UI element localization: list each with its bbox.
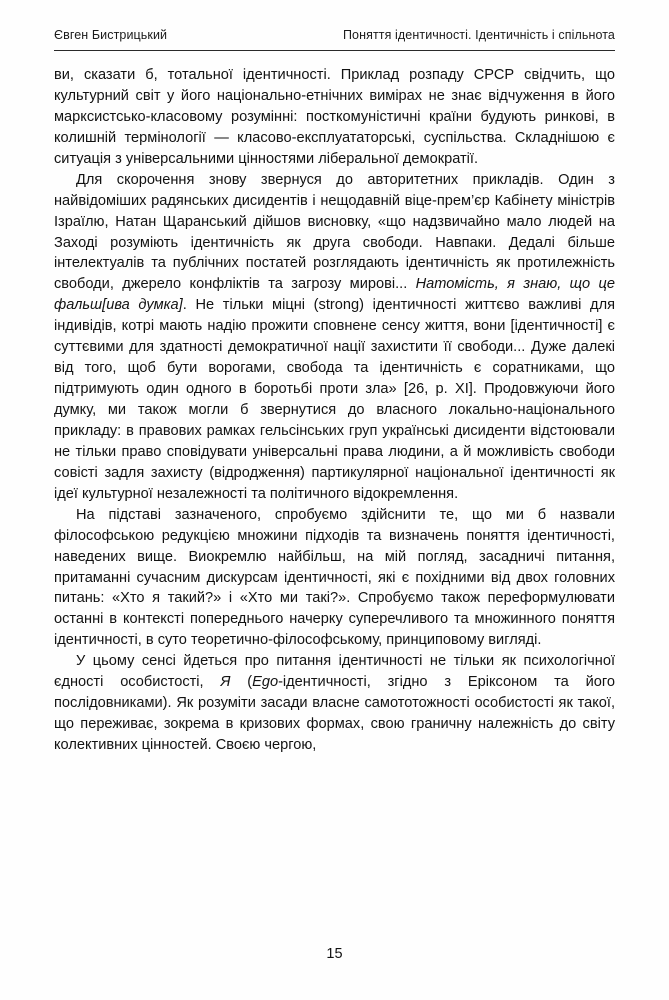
paragraph	[54, 651, 615, 756]
running-head-author: Євген Бистрицький	[54, 28, 168, 42]
running-head	[54, 28, 615, 48]
emphasis-text: Натомість, я знаю, що це фальш[ива думка]	[54, 276, 615, 314]
text-run: У цьому сенсі йдеться про питання ідентичності не тільки як психологічної єдності особистості,	[54, 653, 615, 691]
text-run: Для скорочення знову звернуся до авторитетних прикладів. Один з найвідоміших радянських дисидентів і нещодавній віце-прем’єр Кабінету міністрів Ізраїлю, Натан Щаранський дійшов висновку, «що надзвичайно мало людей на Заході розуміють ідентичність як друга свободи. Навпаки. Дедалі більше інтелектуалів та публічних постатей розглядають ідентичність як протилежність свободи, джерело конфліктів та загрозу мирові...	[54, 171, 615, 293]
emphasis-text: Я	[220, 674, 231, 691]
running-head-title: Поняття ідентичності. Ідентичність і спільнота	[342, 28, 615, 42]
body-text	[54, 65, 615, 756]
text-run: . Не тільки міцні (strong) ідентичності життєво важливі для індивідів, котрі мають надію прожити сповнене сенсу життя, вони [ідентичності] є суттєвими для здатності демократичної нації захистити її свободи... Дуже далекі від того, щоб бути ворогами, свобода та ідентичність є соратниками, що підтримують один одного в боротьбі проти зла» [26, p. XI]. Продовжуючи його думку, ми також могли б звернутися до власного локально-національного прикладу: в правових рамках гельсінських груп українські дисиденти відстоювали не тільки право сповідувати універсальні права людини, а й можливість свободи совісті задля захисту (відродження) партикулярної національної ідентичності як ідеї культурної незалежності та політичного відокремлення.	[54, 297, 615, 502]
emphasis-text: Ego	[252, 674, 279, 691]
paragraph	[54, 170, 615, 505]
text-run: -ідентичності, згідно з Еріксоном та його послідовниками). Як розуміти засади власне самототожності особистості як такої, що переживає, зокрема в кризових формах, свою граничну належність до світу колективних цінностей. Своєю чергою,	[54, 674, 615, 753]
text-run: На підставі зазначеного, спробуємо здійснити те, що ми б назвали філософською редукцією множини підходів та визначень поняття ідентичності, наведених вище. Виокремлю найбільш, на мій погляд, засадничі питання, притаманні сучасним дискурсам ідентичності, які є похідними від двох головних питань: «Хто я такий?» і «Хто ми такі?». Спробуємо також переформулювати останні в контексті попереднього начерку суперечливого та множинного поняття ідентичності, в суто теоретично-філософському, принциповому вигляді.	[54, 506, 615, 649]
page-number: 15	[326, 946, 343, 962]
paragraph	[54, 505, 615, 652]
paragraph	[54, 65, 615, 170]
header-rule	[54, 50, 615, 51]
text-run: (	[230, 674, 253, 691]
text-run: ви, сказати б, тотальної ідентичності. Приклад розпаду СРСР свідчить, що культурний світ у його національно-етнічних вимірах не знає відчуження в його марксистсько-класовому розумінні: посткомуністичні країни будують ринкові, в колишній термінології — класово-експлуататорські, суспільства. Складнішою є ситуація з універсальними цінностями ліберальної демократії.	[54, 67, 615, 167]
